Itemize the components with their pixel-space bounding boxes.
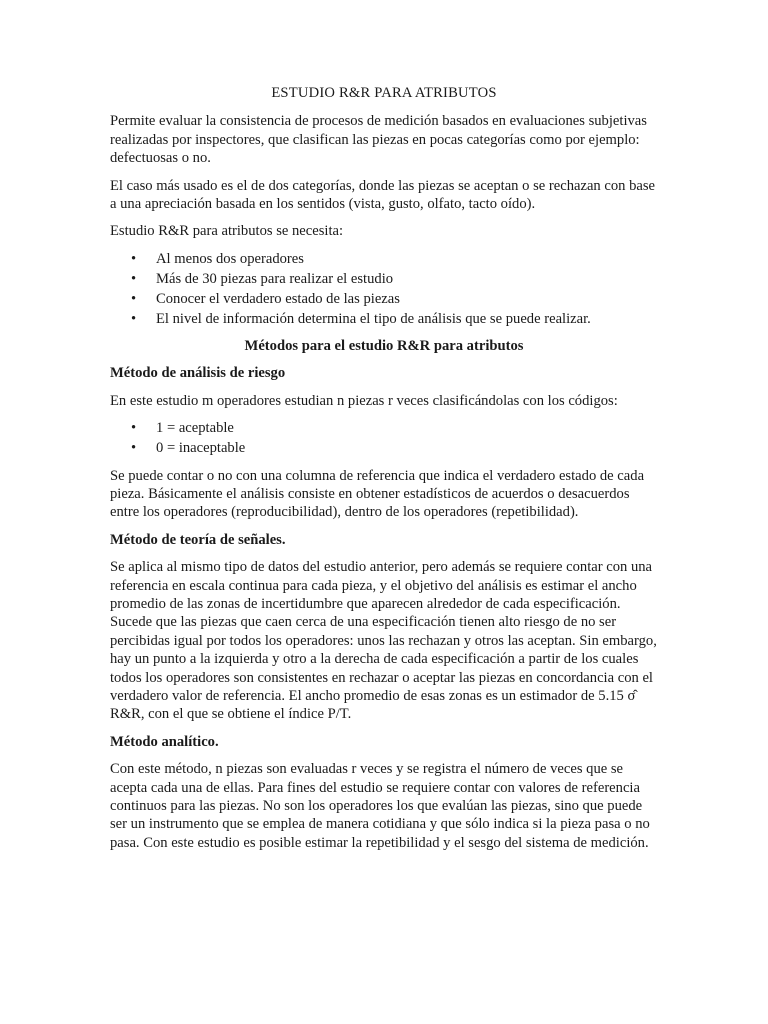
methods-heading: Métodos para el estudio R&R para atributos (244, 337, 524, 354)
codes-list (110, 419, 658, 457)
list-item (110, 290, 658, 308)
list-item (110, 439, 658, 457)
risk-paragraph-2: Se puede contar o no con una columna de referencia que indica el verdadero estado de cada pieza. Básicamente el análisis consiste en obtener estadísticos de acuerdos o desacuerdos entre los operadores (reproducibilidad), dentro de los operadores (repetibilidad). (110, 467, 645, 521)
list-item-text: Más de 30 piezas para realizar el estudio (156, 270, 394, 287)
list-item-text: Al menos dos operadores (156, 250, 304, 267)
requirements-list (110, 250, 658, 328)
document-page (110, 84, 658, 861)
signals-paragraph-1: Se aplica al mismo tipo de datos del estudio anterior, pero además se requiere contar con una referencia en escala continua para cada pieza, y el objetivo del análisis es estimar el ancho promedio de las zonas de incertidumbre que aparecen alrededor de cada especificación. Sucede que las piezas que caen cerca de una especificación tienen alto riesgo de no ser percibidas igual por todos los operadores: unos las rechazan y otros las aceptan. Sin embargo, hay un punto a la izquierda y otro a la derecha de cada especificación a partir de los cuales todos los operadores son consistentes en rechazar o aceptar las piezas en concordancia con el verdadero valor de referencia. El ancho promedio de esas zonas es un estimador de 5.15 σ̂ R&R, con el que se obtiene el índice P/T. (110, 559, 657, 723)
intro-paragraph-1: Permite evaluar la consistencia de procesos de medición basados en evaluaciones subjetivas realizadas por inspectores, que clasifican las piezas en pocas categorías como por ejemplo: defectuosas o no. (110, 113, 647, 167)
list-item (110, 250, 658, 268)
list-item-text: 1 = aceptable (156, 420, 234, 437)
risk-method-heading: Método de análisis de riesgo (110, 365, 286, 382)
signals-method-heading: Método de teoría de señales. (110, 531, 286, 548)
bullet-icon: • (131, 440, 137, 457)
bullet-icon: • (131, 420, 137, 437)
bullet-icon: • (131, 270, 137, 287)
list-item (110, 310, 658, 328)
list-item (110, 419, 658, 437)
analytic-paragraph-1: Con este método, n piezas son evaluadas r veces y se registra el número de veces que se acepta cada una de ellas. Para fines del estudio se requiere contar con valores de referencia continuos para las piezas. No son los operadores los que evalúan las piezas, sino que puede ser un instrumento que se emplea de manera cotidiana y que sólo indica si la pieza pasa o no pasa. Con este estudio es posible estimar la repetibilidad y el sesgo del sistema de medición. (110, 761, 650, 851)
bullet-icon: • (131, 290, 137, 307)
risk-paragraph-1: En este estudio m operadores estudian n piezas r veces clasificándolas con los códigos: (110, 392, 618, 409)
list-item-text: 0 = inaceptable (156, 440, 246, 457)
list-item-text: Conocer el verdadero estado de las piezas (156, 290, 400, 307)
list-item-text: El nivel de información determina el tipo de análisis que se puede realizar. (156, 310, 591, 327)
list-item (110, 270, 658, 288)
document-title: ESTUDIO R&R PARA ATRIBUTOS (271, 85, 497, 101)
intro-paragraph-3: Estudio R&R para atributos se necesita: (110, 223, 344, 240)
bullet-icon: • (131, 310, 137, 327)
bullet-icon: • (131, 250, 137, 267)
intro-paragraph-2: El caso más usado es el de dos categorías, donde las piezas se aceptan o se rechazan con base a una apreciación basada en los sentidos (vista, gusto, olfato, tacto oído). (110, 177, 656, 213)
analytic-method-heading: Método analítico. (110, 733, 219, 750)
